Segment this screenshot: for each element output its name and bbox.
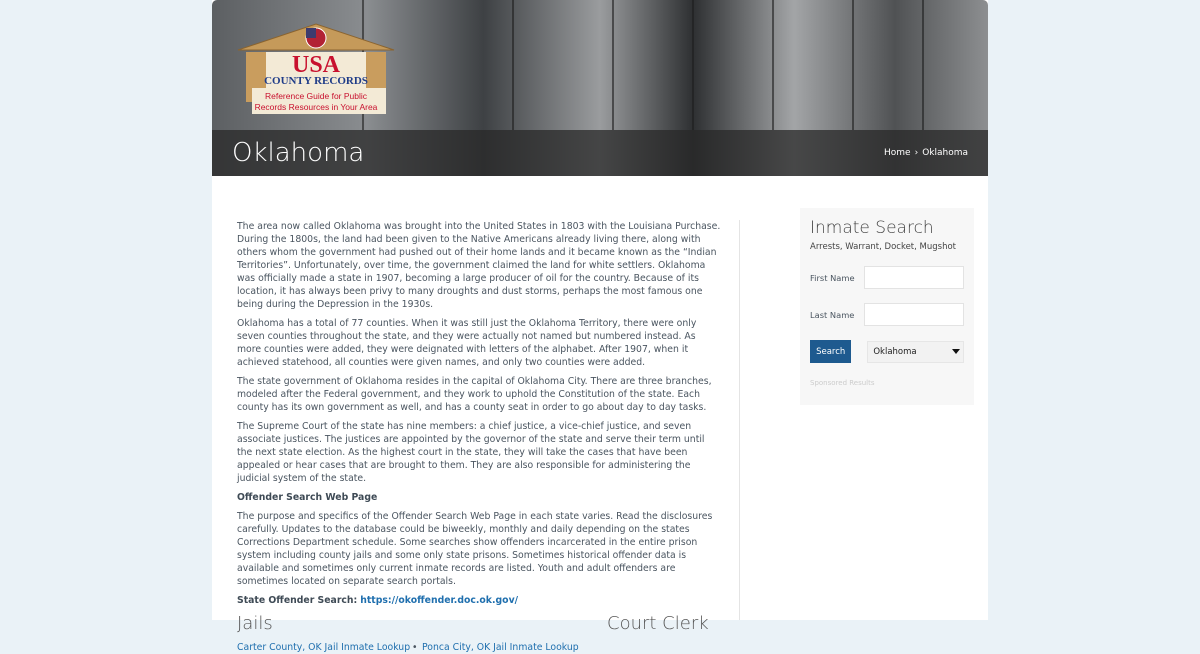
- paragraph: The area now called Oklahoma was brought into the United States in 1803 with the Louisiana Purchase. During the 1800s, the land had been given to the Native Americans already living there, along with others whom the government had pushed out of their home lands and it became known as the “Indian Territories”. Unfortunately, over time, the government claimed the land for white settlers. Oklahoma was officially made a state in 1907, becoming a large producer of oil for the country. Because of its location, it has always been privy to many droughts and dust storms, perhaps the most famous one being during the Depression in the 1930s.: [237, 221, 721, 310]
- main-content: The area now called Oklahoma was brought into the United States in 1803 with the Louisiana Purchase. During the 1800s, the land had been given to the Native Americans already living there, along with others whom the government had pushed out of their home lands and it became known as the “Indian Territories”. Unfortunately, over time, the government claimed the land for white settlers. Oklahoma was officially made a state in 1907, becoming a large producer of oil for the country. Because of its location, it has always been privy to many droughts and dust storms, perhaps the most famous one being during the Depression in the 1930s. Oklahoma has a total of 77 counties. When it was still just the Oklahoma Territory, there were only seven counties throughout the state, and they were actually not named but numbered instead. As more counties were added, they were deignated with letters of the alphabet. After 1907, when it achieved statehood, all counties were given names, and only two counties were added. The state government of Oklahoma resides in the capital of Oklahoma City. There are three branches, modeled after the Federal government, and they work to uphold the Constitution of the state. Each county has its own government as well, and has a county seat in order to go about day to day tasks. The Supreme Court of the state has nine members: a chief justice, a vice-chief justice, and seven associate justices. The justices are appointed by the governor of the state and serve their term until the next state election. As the highest court in the state, they will take the cases that have been appealed or hear cases that are brought to them. They are also responsible for administering the judicial system of the state. Offender Search Web Page The purpose and specifics of the Offender Search Web Page in each state varies. Read the disclosures carefully. Updates to the database could be biweekly, monthly and daily depending on the states Corrections Department schedule. Some searches show offenders incarcerated in the entire prison system including county jails and some only state prisons. Sometimes historical offender data is available and sometimes only current inmate records are listed. Youth and adult offenders are sometimes located on separate search portals. State Offender Search: https://okoffender.doc.ok.gov/ Jails Court Clerk Carter County, OK Jail Inmate Lookup • Ponca City, OK Jail Inmate Lookup: [237, 221, 721, 653]
- search-button[interactable]: Search: [810, 340, 851, 363]
- court-clerk-heading: Court Clerk: [607, 613, 709, 634]
- page-title: Oklahoma: [232, 138, 365, 168]
- svg-text:COUNTY RECORDS: COUNTY RECORDS: [264, 75, 368, 87]
- jails-heading: Jails: [237, 613, 273, 634]
- jail-link[interactable]: Ponca City, OK Jail Inmate Lookup: [422, 642, 579, 653]
- state-search-label: State Offender Search:: [237, 595, 358, 606]
- paragraph: The Supreme Court of the state has nine members: a chief justice, a vice-chief justice, and seven associate justices. The justices are appointed by the governor of the state and serve their term until the next state election. As the highest court in the state, they will take the cases that have been appealed or hear cases that are brought to them. They are also responsible for administering the judicial system of the state.: [237, 421, 705, 484]
- first-name-input[interactable]: [864, 266, 964, 289]
- page-container: [212, 0, 988, 653]
- svg-text:Records Resources in Your Area: Records Resources in Your Area: [254, 102, 378, 112]
- sponsored-results: Sponsored Results: [810, 379, 875, 387]
- column-divider: [739, 220, 740, 620]
- svg-text:USA: USA: [291, 52, 341, 78]
- widget-title: Inmate Search: [810, 218, 934, 238]
- first-name-label: First Name: [810, 272, 855, 283]
- state-select[interactable]: [867, 341, 964, 363]
- state-selected: Oklahoma: [873, 346, 917, 357]
- widget-subtitle: Arrests, Warrant, Docket, Mugshot: [810, 242, 957, 252]
- jail-link[interactable]: Carter County, OK Jail Inmate Lookup: [237, 642, 411, 653]
- last-name-label: Last Name: [810, 309, 855, 320]
- last-name-input[interactable]: [864, 303, 964, 326]
- state-search-link[interactable]: https://okoffender.doc.ok.gov/: [360, 595, 519, 606]
- breadcrumb: [884, 148, 968, 158]
- offender-heading: Offender Search Web Page: [237, 492, 378, 503]
- breadcrumb-current: Oklahoma: [922, 148, 968, 158]
- inmate-search-widget: [800, 208, 974, 405]
- breadcrumb-home[interactable]: Home: [884, 148, 911, 158]
- breadcrumb-separator: ›: [914, 148, 919, 158]
- caret-down-icon: [952, 349, 960, 354]
- paragraph: The purpose and specifics of the Offender Search Web Page in each state varies. Read the disclosures carefully. Updates to the database could be biweekly, monthly and daily depending on the states Corrections Department schedule. Some searches show offenders incarcerated in the entire prison system including county jails and some only state prisons. Sometimes historical offender data is available and sometimes only current inmate records are listed. Youth and adult offenders are sometimes located on separate search portals.: [237, 511, 713, 587]
- header-banner: [212, 0, 988, 176]
- paragraph: The state government of Oklahoma resides in the capital of Oklahoma City. There are three branches, modeled after the Federal government, and they work to uphold the Constitution of the state. Each county has its own government as well, and has a county seat in order to go about day to day tasks.: [237, 376, 712, 413]
- svg-text:Reference Guide for Public: Reference Guide for Public: [264, 91, 368, 101]
- title-bar: [212, 130, 988, 176]
- site-logo[interactable]: [230, 20, 402, 116]
- paragraph: Oklahoma has a total of 77 counties. When it was still just the Oklahoma Territory, there were only seven counties throughout the state, and they were actually not named but numbered instead. As more counties were added, they were deignated with letters of the alphabet. After 1907, when it achieved statehood, all counties were given names, and only two counties were added.: [237, 318, 697, 368]
